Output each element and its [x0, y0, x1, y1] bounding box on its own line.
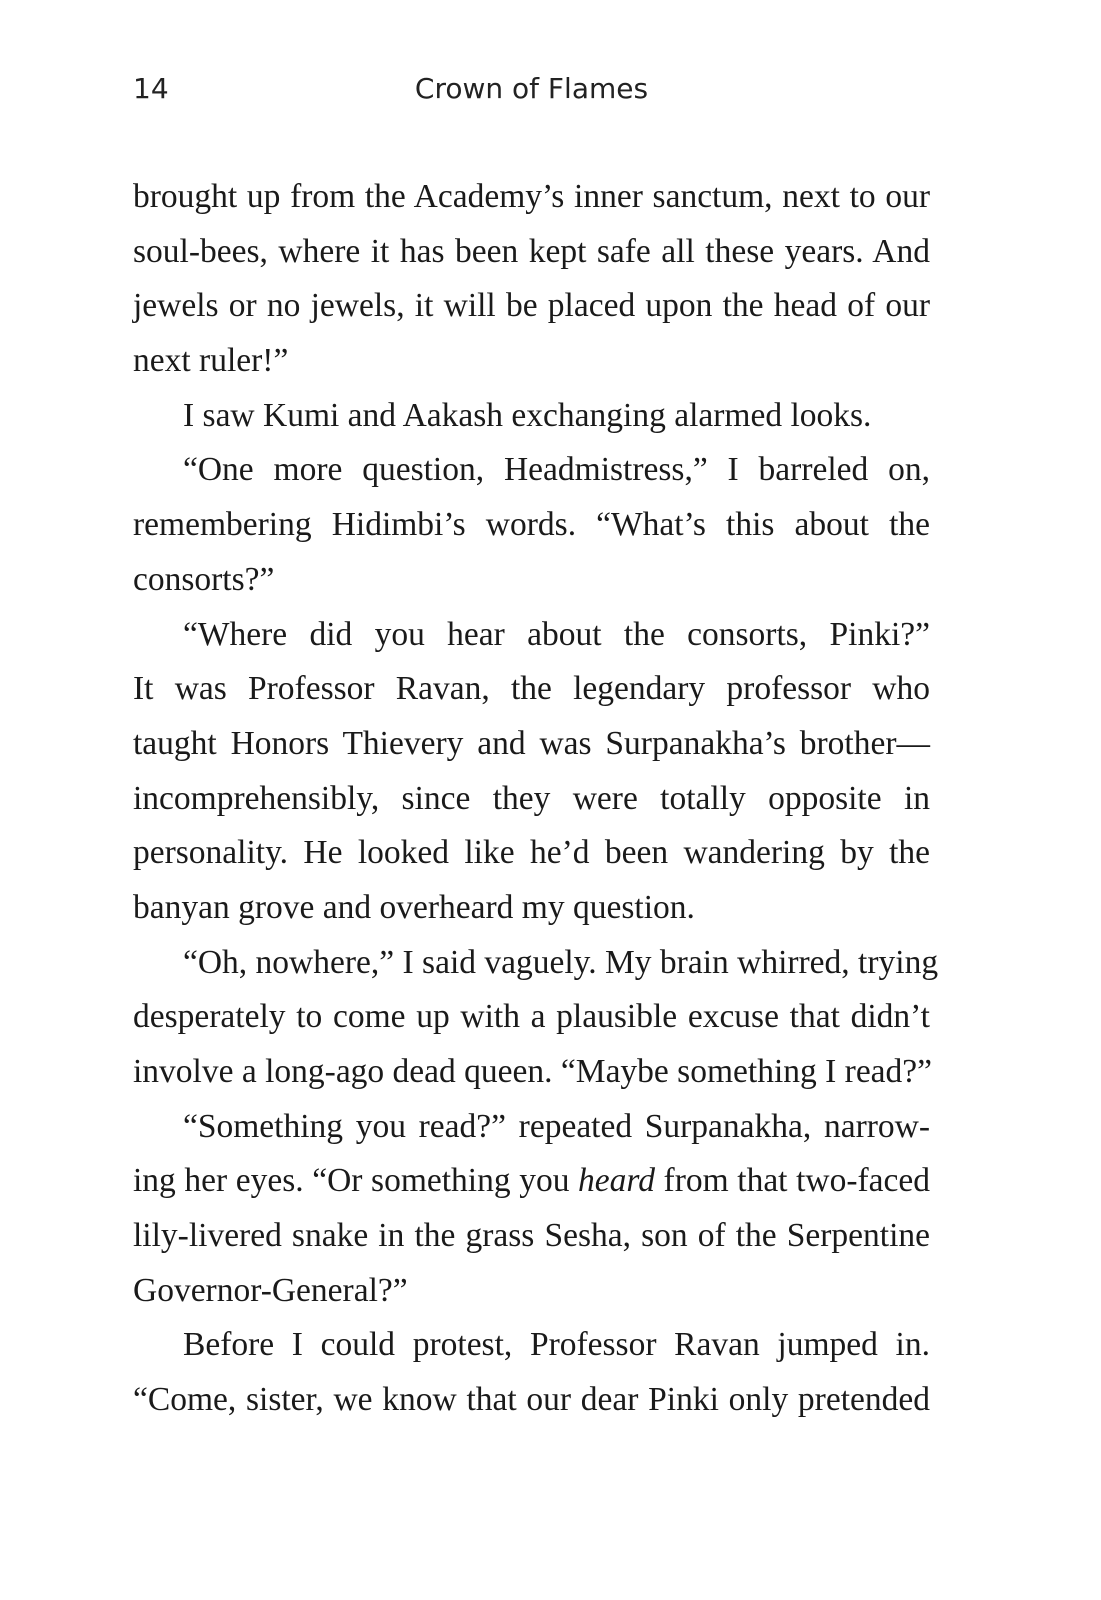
text-line: It was Professor Ravan, the legendary professor who: [133, 670, 930, 708]
text-line: lily-livered snake in the grass Sesha, son of the Serpentine: [133, 1217, 930, 1255]
emphasized-word: heard: [578, 1162, 655, 1200]
text-line: [133, 1154, 930, 1209]
text-line: “Where did you hear about the consorts, Pinki?”: [183, 615, 930, 653]
text-line: banyan grove and overheard my question.: [133, 888, 695, 926]
text-segment: from that two-faced: [654, 1162, 930, 1200]
text-line: Governor-General?”: [133, 1271, 408, 1309]
text-line: soul-bees, where it has been kept safe all these years. And: [133, 232, 930, 270]
text-segment: ing her eyes. “Or something you: [133, 1162, 579, 1200]
text-line: “Come, sister, we know that our dear Pinki only pretended: [133, 1381, 930, 1419]
text-line: personality. He looked like he’d been wandering by the: [133, 834, 930, 872]
text-line: incomprehensibly, since they were totally opposite in: [133, 779, 930, 817]
book-title: [133, 72, 930, 105]
text-line: remembering Hidimbi’s words. “What’s this about the: [133, 506, 930, 544]
text-line: taught Honors Thievery and was Surpanakha’s brother—: [133, 724, 930, 762]
text-line: Before I could protest, Professor Ravan jumped in.: [183, 1326, 930, 1364]
text-line: I saw Kumi and Aakash exchanging alarmed looks.: [183, 396, 872, 434]
text-line: “Oh, nowhere,” I said vaguely. My brain whirred, trying: [183, 943, 939, 981]
running-head: [133, 72, 930, 112]
text-line: consorts?”: [133, 560, 275, 598]
text-line: desperately to come up with a plausible excuse that didn’t: [133, 998, 930, 1036]
text-line: involve a long-ago dead queen. “Maybe something I read?”: [133, 1053, 933, 1090]
text-line: next ruler!”: [133, 342, 289, 380]
text-line: jewels or no jewels, it will be placed upon the head of our: [133, 287, 930, 325]
text-line: brought up from the Academy’s inner sanctum, next to our: [133, 178, 930, 215]
page-number: 14: [133, 72, 169, 105]
book-title-text: Crown of Flames: [414, 72, 649, 105]
text-line: “Something you read?” repeated Surpanakha, narrow-: [183, 1107, 930, 1145]
body-text: [133, 170, 939, 1428]
text-line: “One more question, Headmistress,” I barreled on,: [183, 451, 930, 489]
